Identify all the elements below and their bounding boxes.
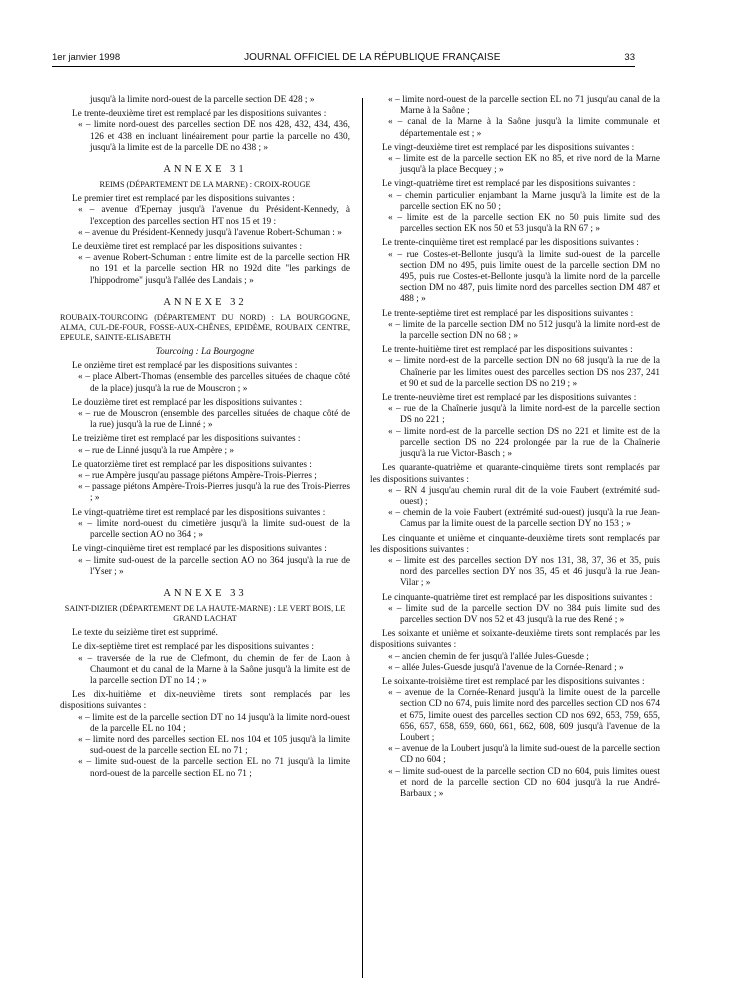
paragraph: Le cinquante-quatrième tiret est remplacé par les dispositions suivantes :: [382, 592, 653, 603]
list-item: « – avenue de la Loubert jusqu'à la limite sud-ouest de la parcelle section CD no 604 ;: [388, 744, 660, 766]
paragraph: Les quarante-quatrième et quarante-cinquième tirets sont remplacés par les dispositions suivantes :: [370, 463, 660, 485]
list-item: « – limite nord-ouest des parcelles section DE nos 428, 432, 434, 436, 126 et 438 en incluant linéairement pour partie la parcelle no 430, jusqu'à la limite est de la parcelle DE no 438 ; »: [78, 120, 350, 153]
list-item: « – rue de la Chaînerie jusqu'à la limite nord-est de la parcelle section DS no 221 ;: [388, 404, 660, 426]
list-item: « – limite est des parcelles section DY nos 131, 38, 37, 36 et 35, puis nord des parcelles section DY nos 35, 45 et 46 jusqu'à la rue Jean-Vilar ; »: [388, 555, 660, 589]
paragraph: Le vingt-quatrième tiret est remplacé par les dispositions suivantes :: [72, 507, 326, 518]
paragraph: Le trente-septième tiret est remplacé par les dispositions suivantes :: [382, 308, 634, 319]
paragraph: Le treizième tiret est remplacé par les dispositions suivantes :: [72, 434, 301, 445]
page-header: [52, 52, 635, 63]
list-item: « – limite est de la parcelle section DT no 14 jusqu'à la limite nord-ouest de la parcelle EL no 104 ;: [78, 712, 350, 734]
list-item: « – limite de la parcelle section DM no 512 jusqu'à la limite nord-est de la parcelle section DN no 68 ; »: [388, 319, 660, 342]
paragraph: Le quatorzième tiret est remplacé par les dispositions suivantes :: [72, 459, 312, 470]
paragraph: Le vingt-quatrième tiret est remplacé par les dispositions suivantes :: [382, 179, 636, 190]
list-item: « – limite est de la parcelle section EK no 50 puis limite sud des parcelles section EK nos 50 et 53 jusqu'à la RN 67 ; »: [388, 213, 660, 235]
list-item: « – allée Jules-Guesde jusqu'à l'avenue de la Cornée-Renard ; »: [388, 662, 624, 673]
annex-subtitle: REIMS (DÉPARTEMENT DE LA MARNE) : CROIX-ROUGE: [99, 180, 311, 190]
paragraph: Le trente-cinquième tiret est remplacé par les dispositions suivantes :: [382, 238, 639, 249]
paragraph: Le premier tiret est remplacé par les dispositions suivantes :: [72, 194, 295, 205]
list-item: « – rue de Linné jusqu'à la rue Ampère ; »: [78, 445, 235, 456]
list-item: « – limite nord-est de la parcelle section DS no 221 et limite est de la parcelle section DS no 224 prolongée par la rue de la Chaînerie jusqu'à la rue Victor-Basch ; »: [388, 426, 660, 460]
paragraph: Le onzième tiret est remplacé par les dispositions suivantes :: [72, 361, 298, 372]
paragraph: Les dix-huitième et dix-neuvième tirets sont remplacés par les dispositions suivantes :: [60, 690, 350, 712]
paragraph: Les cinquante et unième et cinquante-deuxième tirets sont remplacés par les dispositions suivantes :: [370, 533, 660, 555]
annex-heading: ANNEXE 33: [163, 587, 247, 599]
paragraph: Le soixante-troisième tiret est remplacé par les dispositions suivantes :: [382, 676, 645, 687]
list-item: « – rue Ampère jusqu'au passage piétons Ampère-Trois-Pierres ;: [78, 471, 317, 482]
list-item: « – rue de Mouscron (ensemble des parcelles situées de chaque côté de la rue) jusqu'à la rue de Linné ; »: [78, 409, 350, 431]
paragraph: Le vingt-deuxième tiret est remplacé par les dispositions suivantes :: [382, 142, 635, 153]
paragraph: Le trente-huitième tiret est remplacé par les dispositions suivantes :: [382, 345, 633, 356]
annex-subtitle: SAINT-DIZIER (DÉPARTEMENT DE LA HAUTE-MARNE) : LE VERT BOIS, LE GRAND LACHAT: [64, 604, 346, 624]
paragraph: Le trente-neuvième tiret est remplacé par les dispositions suivantes :: [382, 393, 637, 404]
list-item: « – RN 4 jusqu'au chemin rural dit de la voie Faubert (extrémité sud-ouest) ;: [388, 485, 660, 507]
list-item: « – limite est de la parcelle section EK no 85, et rive nord de la Marne jusqu'à la place Becquey ; »: [388, 154, 660, 176]
paragraph: Le deuxième tiret est remplacé par les dispositions suivantes :: [72, 242, 303, 253]
list-item: « – chemin de la voie Faubert (extrémité sud-ouest) jusqu'à la rue Jean-Camus par la limite ouest de la parcelle section DY no 153 ; »: [388, 508, 660, 530]
list-item: « – limite sud de la parcelle section DV no 384 puis limite sud des parcelles section DV nos 52 et 43 jusqu'à la rue des René ; »: [388, 603, 660, 625]
section-title: Tourcoing : La Bourgogne: [155, 347, 255, 358]
list-item: « – limite nord-ouest du cimetière jusqu'à la limite sud-ouest de la parcelle section AO no 364 ; »: [78, 518, 350, 541]
annex-heading: ANNEXE 31: [163, 164, 247, 176]
column-divider: [362, 98, 363, 978]
right-column: [370, 95, 660, 800]
list-item: « – ancien chemin de fer jusqu'à l'allée Jules-Guesde ;: [388, 651, 589, 662]
paragraph: Le douzième tiret est remplacé par les dispositions suivantes :: [72, 397, 303, 408]
left-column: [60, 95, 350, 780]
paragraph: Le texte du seizième tiret est supprimé.: [72, 628, 218, 639]
list-item: « – place Albert-Thomas (ensemble des parcelles situées de chaque côté de la place) jusqu'à la rue de Mouscron ; »: [78, 372, 350, 394]
list-item: « – limite nord des parcelles section EL nos 104 et 105 jusqu'à la limite sud-ouest de la parcelle section EL no 71 ;: [78, 734, 350, 757]
paragraph: Le trente-deuxième tiret est remplacé par les dispositions suivantes :: [72, 109, 327, 120]
paragraph: Le dix-septième tiret est remplacé par les dispositions suivantes :: [72, 642, 314, 653]
header-rule: [52, 66, 635, 67]
list-item: « – avenue de la Cornée-Renard jusqu'à la limite ouest de la parcelle section CD no 674, puis limite nord des parcelles section CD nos 674 et 675, limite ouest des parcelles section CD nos 692, 653, 759, 655, 656, 657, 658, 659, 660, 661, 662, 608, 609 jusqu'à l'avenue de la Loubert ;: [388, 688, 660, 743]
header-date: 1er janvier 1998: [52, 52, 121, 63]
paragraph-continuation: jusqu'à la limite nord-ouest de la parcelle section DE 428 ; »: [90, 95, 315, 105]
annex-heading: ANNEXE 32: [163, 296, 247, 308]
list-item: « – rue Costes-et-Bellonte jusqu'à la limite sud-ouest de la parcelle section DM no 495, puis limite ouest de la parcelle section DM no 495, puis rue Costes-et-Bellonte jusqu'à la limite nord de la parcelle section DM no 487, puis limite nord des parcelles section DM 487 et 488 ; »: [388, 249, 660, 305]
list-item: « – avenue du Président-Kennedy jusqu'à l'avenue Robert-Schuman : »: [78, 227, 342, 238]
list-item: « – limite nord-ouest de la parcelle section EL no 71 jusqu'au canal de la Marne à la Saône ;: [388, 95, 660, 117]
list-item: « – limite sud-ouest de la parcelle section CD no 604, puis limites ouest et nord de la parcelle section CD no 604 jusqu'à la rue André-Barbaux ; »: [388, 766, 660, 799]
list-item: « – avenue d'Epernay jusqu'à l'avenue du Président-Kennedy, à l'exception des parcelles section HT nos 15 et 19 :: [78, 205, 350, 227]
list-item: « – passage piétons Ampère-Trois-Pierres jusqu'à la rue des Trois-Pierres ; »: [78, 482, 350, 504]
list-item: « – chemin particulier enjambant la Marne jusqu'à la limite est de la parcelle section EK no 50 ;: [388, 190, 660, 212]
list-item: « – limite sud-ouest de la parcelle section EL no 71 jusqu'à la limite nord-ouest de la parcelle section EL no 71 ;: [78, 757, 350, 779]
journal-title: JOURNAL OFFICIEL DE LA RÉPUBLIQUE FRANÇAISE: [244, 52, 501, 63]
paragraph: Le vingt-cinquième tiret est remplacé par les dispositions suivantes :: [72, 544, 327, 555]
list-item: « – canal de la Marne à la Saône jusqu'à la limite communale et départementale est ; »: [388, 117, 660, 139]
list-item: « – traversée de la rue de Clefmont, du chemin de fer de Laon à Chaumont et du canal de la Marne à la Saône jusqu'à la limite est de la parcelle section DT no 14 ; »: [78, 653, 350, 686]
annex-subtitle: ROUBAIX-TOURCOING (DÉPARTEMENT DU NORD) : LA BOURGOGNE, ALMA, CUL-DE-FOUR, FOSSE-AUX-CHÊNES, EPIDÈME, ROUBAIX CENTRE, EPEULE, SAINTE-ELISABETH: [60, 313, 350, 343]
list-item: « – avenue Robert-Schuman : entre limite est de la parcelle section HR no 191 et la parcelle section HR no 192d dite "les parkings de l'hippodrome" jusqu'à l'allée des Landais ; »: [78, 253, 350, 286]
list-item: « – limite sud-ouest de la parcelle section AO no 364 jusqu'à la rue de l'Yser ; »: [78, 555, 350, 577]
list-item: « – limite nord-est de la parcelle section DN no 68 jusqu'à la rue de la Chaînerie par les limites ouest des parcelles section DS nos 237, 241 et 90 et sud de la parcelle section DS no 219 ; »: [388, 356, 660, 389]
page-number: 33: [624, 52, 635, 63]
paragraph: Les soixante et unième et soixante-deuxième tirets sont remplacés par les dispositions suivantes :: [370, 629, 660, 651]
